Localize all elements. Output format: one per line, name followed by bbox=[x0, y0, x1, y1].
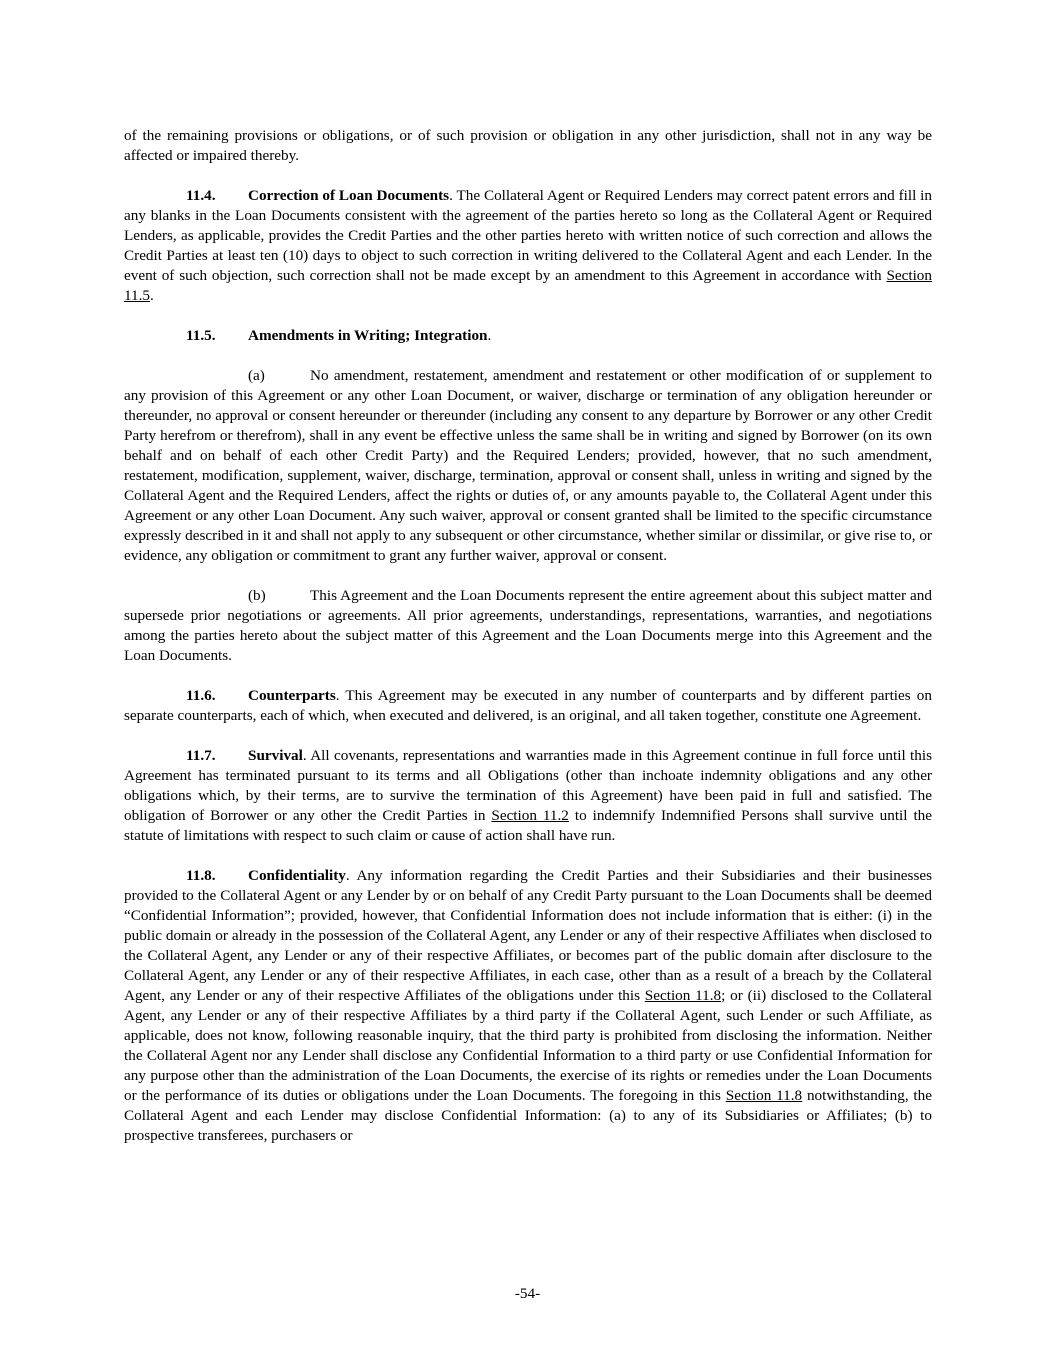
section-11-5-a bbox=[124, 366, 932, 566]
section-reference: Section 11.2 bbox=[491, 807, 569, 824]
section-11-8: 11.8. Confidentiality. Any information regarding the Credit Parties and their Subsidiaries and their businesses provided to the Collateral Agent or any Lender by or on behalf of any Credit Party pursuant to the Loan Documents shall be deemed “Confidential Information”; provided, however, that Confidential Information does not include information that is either: (i) in the public domain or already in the possession of the Collateral Agent, any Lender or any of their respective Affiliates when disclosed to the Collateral Agent, any Lender or any of their respective Affiliates, or becomes part of the public domain after disclosure to the Collateral Agent, any Lender or any of their respective Affiliates, in each case, other than as a result of a breach by the Collateral Agent, any Lender or any of their respective Affiliates of the obligations under this Section 11.8; or (ii) disclosed to the Collateral Agent, any Lender or any of their respective Affiliates by a third party if the Collateral Agent, such Lender or such Affiliate, as applicable, does not know, following reasonable inquiry, that the third party is prohibited from disclosing the information. Neither the Collateral Agent nor any Lender shall disclose any Confidential Information to a third party or use Confidential Information for any purpose other than the administration of the Loan Documents, the exercise of its rights or remedies under the Loan Documents or the performance of its duties or obligations under the Loan Documents. The foregoing in this Section 11.8 notwithstanding, the Collateral Agent and each Lender may disclose Confidential Information: (a) to any of its Subsidiaries or Affiliates; (b) to prospective transferees, purchasers or bbox=[124, 867, 933, 1144]
section-body: . All covenants, representations and warranties made in this Agreement continue in full force until this Agreement has terminated pursuant to its terms and all Obligations (other than inchoate indemnity obligations and any other obligations which, by their terms, are to survive the termination of this Agreement) have been paid in full and satisfied. The obligation of Borrower or any other the Credit Parties in bbox=[124, 747, 932, 824]
section-reference: Section 11.8 bbox=[725, 1087, 803, 1104]
subsection-label: (a) bbox=[248, 367, 265, 384]
continuation-paragraph: of the remaining provisions or obligations, or of such provision or obligation in any other jurisdiction, shall not in any way be affected or impaired thereby. bbox=[124, 127, 932, 164]
section-11-4: 11.4. Correction of Loan Documents. The Collateral Agent or Required Lenders may correct patent errors and fill in any blanks in the Loan Documents consistent with the agreement of the parties hereto so long as the Collateral Agent or Required Lenders, as applicable, provides the Credit Parties and the other parties hereto with written notice of such correction and allows the Credit Parties at least ten (10) days to object to such correction in writing delivered to the Collateral Agent and each Lender. In the event of such objection, such correction shall not be made except by an amendment to this Agreement in accordance with Section 11.5. bbox=[124, 187, 932, 304]
section-11-6 bbox=[124, 686, 932, 726]
section-body: . This Agreement may be executed in any number of counterparts and by different parties on separate counterparts, each of which, when executed and delivered, is an original, and all taken together, constitute one Agreement. bbox=[124, 687, 932, 724]
document-page bbox=[124, 126, 932, 1166]
section-heading: Correction of Loan Documents bbox=[248, 187, 450, 204]
section-reference: Section 11.5 bbox=[124, 267, 932, 304]
subsection-label: (b) bbox=[248, 587, 266, 604]
page-number: -54- bbox=[514, 1285, 541, 1302]
section-number: 11.8. bbox=[186, 867, 216, 884]
section-body: . Any information regarding the Credit Parties and their Subsidiaries and their businesses provided to the Collateral Agent or any Lender by or on behalf of any Credit Party pursuant to the Loan Documents shall be deemed “Confidential Information”; provided, however, that Confidential Information does not include information that is either: (i) in the public domain or already in the possession of the Collateral Agent, any Lender or any of their respective Affiliates when disclosed to the Collateral Agent, any Lender or any of their respective Affiliates, or becomes part of the public domain after disclosure to the Collateral Agent, any Lender or any of their respective Affiliates, in each case, other than as a result of a breach by the Collateral Agent, any Lender or any of their respective Affiliates of the obligations under this bbox=[124, 867, 932, 1004]
section-body: . The Collateral Agent or Required Lenders may correct patent errors and fill in any blanks in the Loan Documents consistent with the agreement of the parties hereto so long as the Collateral Agent or Required Lenders, as applicable, provides the Credit Parties and the other parties hereto with written notice of such correction and allows the Credit Parties at least ten (10) days to object to such correction in writing delivered to the Collateral Agent and each Lender. In the event of such objection, such correction shall not be made except by an amendment to this Agreement in accordance with bbox=[124, 187, 932, 284]
section-heading: Amendments in Writing; Integration bbox=[248, 327, 488, 344]
section-11-7: 11.7. Survival. All covenants, representations and warranties made in this Agreement continue in full force until this Agreement has terminated pursuant to its terms and all Obligations (other than inchoate indemnity obligations and any other obligations which, by their terms, are to survive the termination of this Agreement) have been paid in full and satisfied. The obligation of Borrower or any other the Credit Parties in Section 11.2 to indemnify Indemnified Persons shall survive until the statute of limitations with respect to such claim or cause of action shall have run. bbox=[124, 747, 933, 844]
section-11-5-heading: 11.5. Amendments in Writing; Integration. bbox=[186, 327, 492, 344]
section-number: 11.5. bbox=[186, 327, 216, 344]
section-11-5-b bbox=[124, 586, 932, 666]
section-heading: Survival bbox=[248, 747, 303, 764]
section-reference: Section 11.8 bbox=[644, 987, 722, 1004]
section-number: 11.7. bbox=[186, 747, 216, 764]
section-heading: Counterparts bbox=[248, 687, 336, 704]
section-number: 11.4. bbox=[186, 187, 216, 204]
subsection-body: This Agreement and the Loan Documents represent the entire agreement about this subject matter and supersede prior negotiations or agreements. All prior agreements, understandings, representations, warranties, and negotiations among the parties hereto about the subject matter of this Agreement and the Loan Documents merge into this Agreement and the Loan Documents. bbox=[124, 587, 932, 664]
subsection-body: No amendment, restatement, amendment and restatement or other modification of or supplement to any provision of this Agreement or any other Loan Document, or waiver, discharge or termination of any obligation hereunder or thereunder, no approval or consent hereunder or thereunder (including any consent to any departure by Borrower or any other Credit Party herefrom or therefrom), shall in any event be effective unless the same shall be in writing and signed by Borrower (on its own behalf and on behalf of each other Credit Party) and the Required Lenders; provided, however, that no such amendment, restatement, modification, supplement, waiver, discharge, termination, approval or consent shall, unless in writing and signed by the Collateral Agent and the Required Lenders, affect the rights or duties of, or any amounts payable to, the Collateral Agent under this Agreement or any other Loan Document. Any such waiver, approval or consent granted shall be limited to the specific circumstance expressly described in it and shall not apply to any subsequent or other circumstance, whether similar or dissimilar, or give rise to, or evidence, any obligation or commitment to grant any further waiver, approval or consent. bbox=[124, 367, 932, 564]
section-heading: Confidentiality bbox=[248, 867, 346, 884]
section-number: 11.6. bbox=[186, 687, 216, 704]
